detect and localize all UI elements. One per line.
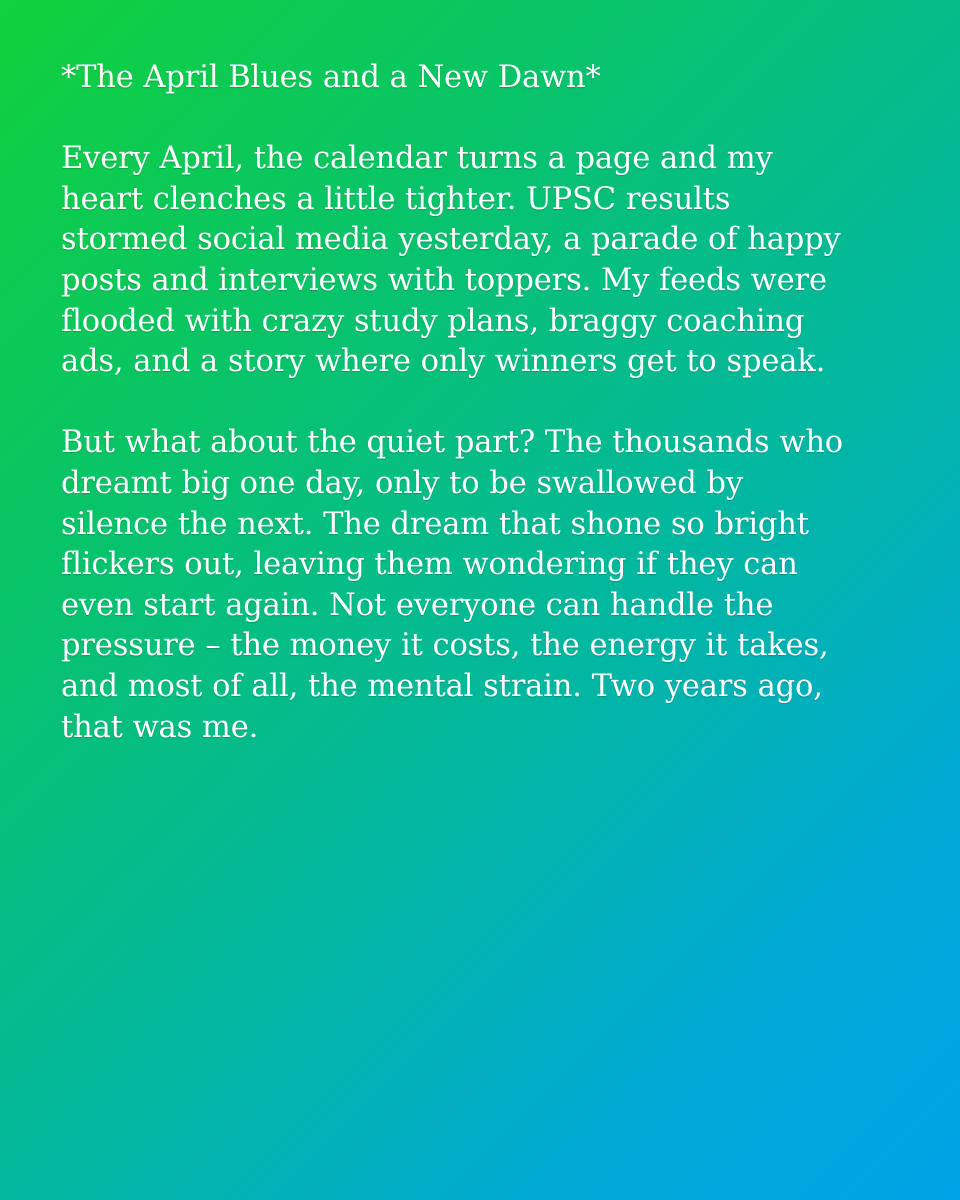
paragraph-1-line: flooded with crazy study plans, braggy coaching — [61, 303, 805, 339]
paragraph-gap — [61, 99, 921, 140]
paragraph-2-line: pressure – the money it costs, the energy it takes, — [61, 628, 829, 664]
paragraph-2 — [61, 423, 921, 748]
paragraph-2-line: and most of all, the mental strain. Two years ago, — [61, 668, 823, 704]
paragraph-1-line: posts and interviews with toppers. My feeds were — [61, 262, 827, 298]
paragraph-2-line: even start again. Not everyone can handle the — [61, 587, 774, 623]
paragraph-2-line: dreamt big one day, only to be swallowed by — [61, 465, 743, 501]
paragraph-gap — [61, 383, 921, 424]
post-title: *The April Blues and a New Dawn* — [61, 60, 601, 95]
paragraph-2-line: flickers out, leaving them wondering if they can — [61, 547, 798, 583]
paragraph-1-line: ads, and a story where only winners get to speak. — [61, 344, 826, 380]
paragraph-2-line: that was me. — [61, 709, 259, 745]
paragraph-1-line: heart clenches a little tighter. UPSC results — [61, 181, 731, 217]
paragraph-2-line: But what about the quiet part? The thousands who — [61, 425, 844, 461]
paragraph-1-line: stormed social media yesterday, a parade of happy — [61, 222, 841, 258]
paragraph-1 — [61, 139, 921, 383]
paragraph-2-line: silence the next. The dream that shone so bright — [61, 506, 809, 542]
paragraph-1-line: Every April, the calendar turns a page and my — [61, 141, 773, 177]
story-text — [61, 58, 921, 748]
